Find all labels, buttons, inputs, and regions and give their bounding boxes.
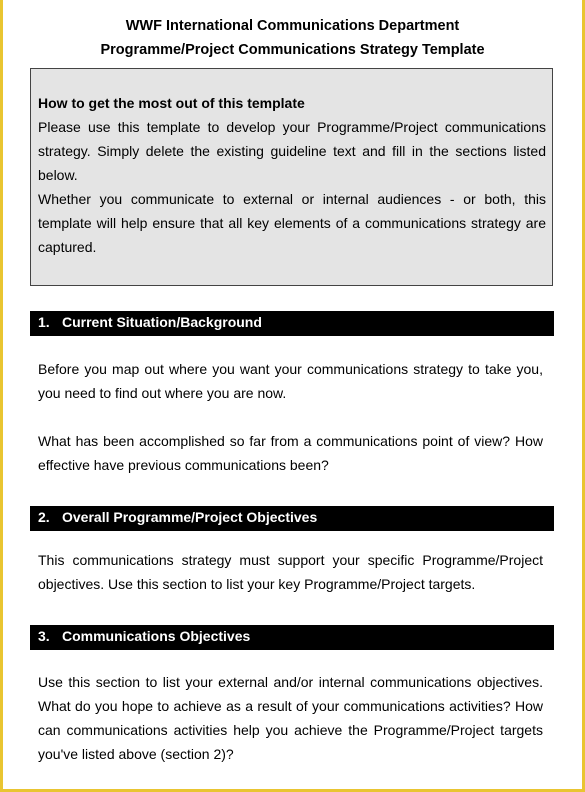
guidance-paragraph: Whether you communicate to external or internal audiences - or both, this template will help ensure that all key elements of a communications strategy are captured. [38, 191, 546, 255]
guidance-paragraph: Please use this template to develop your Programme/Project communications strategy. Simply delete the existing guideline text and fill in the sections listed below. [38, 119, 546, 183]
department-title: WWF International Communications Department [125, 18, 460, 34]
section-title: Communications Objectives [62, 628, 251, 644]
section-paragraph: Before you map out where you want your communications strategy to take you, you need to find out where you are now. [38, 361, 543, 401]
section-header-current-situation [30, 311, 554, 336]
section-number: 1. [38, 314, 50, 330]
section-title: Overall Programme/Project Objectives [62, 509, 318, 525]
section-paragraph: This communications strategy must support your specific Programme/Project objectives. Use this section to list your key Programme/Project targets. [38, 552, 543, 592]
section-number: 2. [38, 509, 50, 525]
guidance-heading: How to get the most out of this template [38, 95, 305, 111]
template-title: Programme/Project Communications Strategy Template [100, 42, 485, 58]
section-paragraph: Use this section to list your external and/or internal communications objectives. What do you hope to achieve as a result of your communications activities? How can communications activities help you achieve the Programme/Project targets you've listed above (section 2)? [38, 674, 543, 762]
section-title: Current Situation/Background [62, 314, 262, 330]
section-header-communications-objectives [30, 625, 554, 650]
section-number: 3. [38, 628, 50, 644]
section-paragraph: What has been accomplished so far from a communications point of view? How effective have previous communications been? [38, 433, 543, 473]
section-header-programme-objectives [30, 506, 554, 531]
guidance-box [30, 68, 553, 286]
